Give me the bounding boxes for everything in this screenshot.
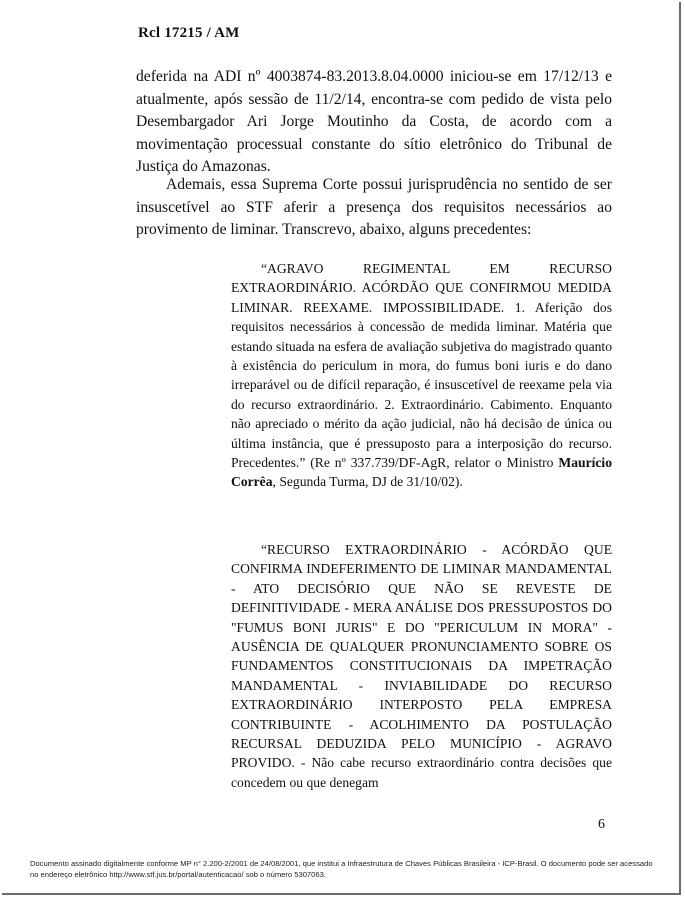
quote-1	[231, 259, 612, 492]
quote-1-tail: , Segunda Turma, DJ de 31/10/02).	[272, 474, 463, 490]
body-paragraph-2: Ademais, essa Suprema Corte possui jurisprudência no sentido de ser insuscetível ao STF aferir a presença dos requisitos necessários ao provimento de liminar. Transcrevo, abaixo, alguns precedentes:	[136, 176, 612, 238]
quote-2: “RECURSO EXTRAORDINÁRIO - ACÓRDÃO QUE CONFIRMA INDEFERIMENTO DE LIMINAR MANDAMENTAL - ATO DECISÓRIO QUE NÃO SE REVESTE DE DEFINITIVIDADE - MERA ANÁLISE DOS PRESSUPOSTOS DO "FUMUS BONI JURIS" E DO "PERICULUM IN MORA" - AUSÊNCIA DE QUALQUER PRONUNCIAMENTO SOBRE OS FUNDAMENTOS CONSTITUCIONAIS DA IMPETRAÇÃO MANDAMENTAL - INVIABILIDADE DO RECURSO EXTRAORDINÁRIO INTERPOSTO PELA EMPRESA CONTRIBUINTE - ACOLHIMENTO DA POSTULAÇÃO RECURSAL DEDUZIDA PELO MUNICÍPIO - AGRAVO PROVIDO. - Não cabe recurso extraordinário contra decisões que concedem ou que denegam	[231, 542, 612, 790]
quote-1-text: “AGRAVO REGIMENTAL EM RECURSO EXTRAORDINÁRIO. ACÓRDÃO QUE CONFIRMOU MEDIDA LIMINAR. REEXAME. IMPOSSIBILIDADE. 1. Aferição dos requisitos necessários à concessão de medida liminar. Matéria que estando situada na esfera de avaliação subjetiva do magistrado quanto à existência do periculum in mora, do fumus boni iuris e do dano irreparável ou de difícil reparação, é insuscetível de reexame pela via do recurso extraordinário. 2. Extraordinário. Cabimento. Enquanto não apreciado o mérito da ação judicial, não há decisão de única ou última instância, que é pressuposto para a interposição do recurso. Precedentes.” (Re nº 337.739/DF-AgR, relator o Ministro	[231, 261, 612, 471]
document-header: Rcl 17215 / AM	[138, 25, 240, 41]
quote-1-rapporteur: Maurício Corrêa	[231, 455, 612, 490]
page-number: 6	[598, 817, 605, 832]
signature-footer: Documento assinado digitalmente conforme MP n° 2.200-2/2001 de 24/08/2001, que institui a Infraestrutura de Chaves Públicas Brasileira - ICP-Brasil. O documento pode ser acessado no endereço eletrônico http://www.stf.jus.br/portal/autenticacao/ sob o número 5307063.	[30, 859, 653, 879]
body-paragraph-1: deferida na ADI nº 4003874-83.2013.8.04.0000 iniciou-se em 17/12/13 e atualmente, após sessão de 11/2/14, encontra-se com pedido de vista pelo Desembargador Ari Jorge Moutinho da Costa, de acordo com a movimentação processual constante do sítio eletrônico do Tribunal de Justiça do Amazonas.	[136, 68, 612, 175]
